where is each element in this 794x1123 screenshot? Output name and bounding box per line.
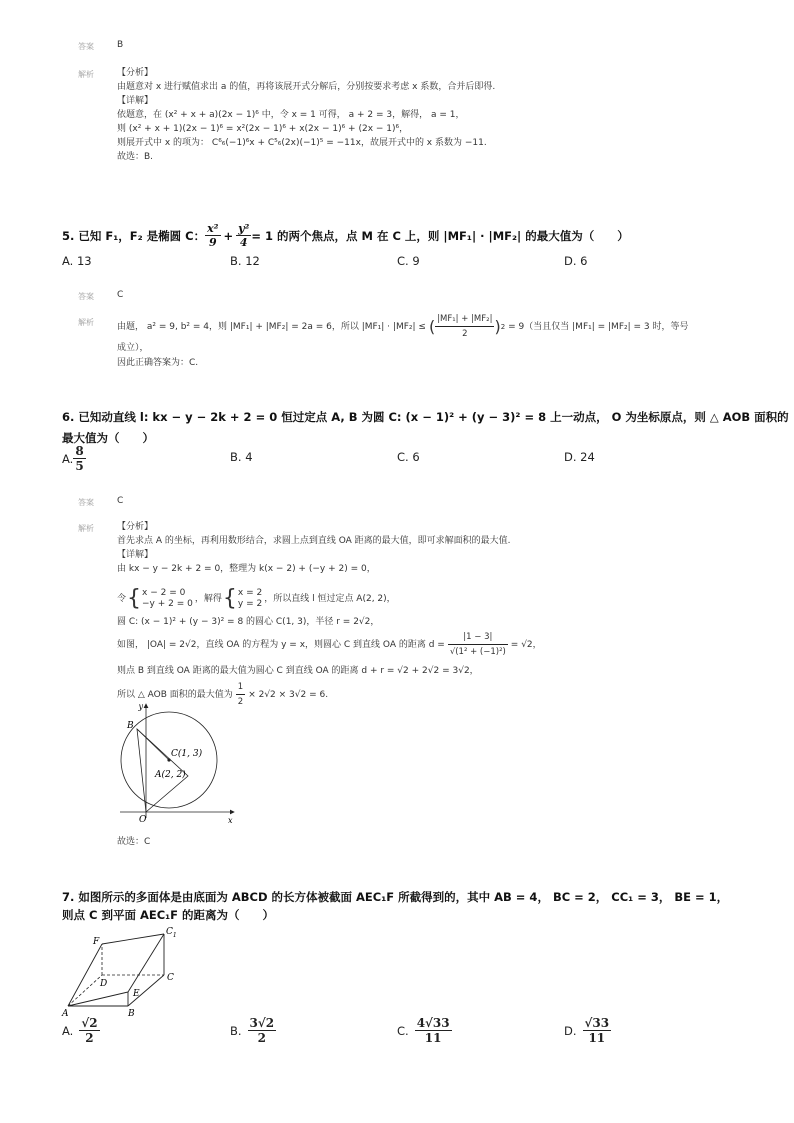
polyhedron-figure [60, 922, 190, 1020]
edge-af [68, 944, 102, 1006]
analysis-line: 【分析】 [117, 522, 154, 532]
point-c1-label: $C_1$ [166, 927, 177, 939]
question-6-stem-line1: 6. 已知动直线 l: kx − y − 2k + 2 = 0 恒过定点 A, B 为圆 C: (x − 1)² + (y − 3)² = 8 上一动点， O 为坐标原点，则 △ AOB 面积的 [62, 410, 789, 424]
edge-ad-hidden [68, 975, 102, 1006]
edge-ae [68, 992, 128, 1006]
q6-circle-line: 圆 C: (x − 1)² + (y − 3)² = 8 的圆心 C(1, 3)，半径 r = 2√2， [117, 617, 380, 627]
point-b-label: B [127, 721, 134, 731]
analysis-line: 由题意对 x 进行赋值求出 a 的值，再将该展开式分解后，分别按要求考虑 x 系数，合并后即得. [117, 82, 496, 92]
point-c-label: C(1, 3) [171, 749, 203, 759]
analysis-line: 由 kx − y − 2k + 2 = 0，整理为 k(x − 2) + (−y + 2) = 0， [117, 564, 376, 574]
q5-stem-b: = 1 的两个焦点，点 M 在 C 上，则 |MF₁| · |MF₂| 的最大值为（ ） [251, 228, 629, 243]
q6-analysis-block [117, 520, 511, 576]
circle-triangle-figure [110, 700, 240, 830]
q6-distance-line: 如图， |OA| = 2√2，直线 OA 的方程为 y = x，则圆心 C 到直线 OA 的距离 d = $\frac{|1 - 3|}{\text{√(1² + (−1)²)}}$ = √2， [117, 632, 542, 657]
q5-stem-a: 5. 已知 F₁，F₂ 是椭圆 C： [62, 228, 206, 243]
analysis-line: 【详解】 [117, 550, 154, 560]
answer-value: C [117, 290, 124, 300]
q5-analysis-line3: 因此正确答案为：C. [117, 358, 199, 368]
y-label: y [138, 702, 143, 711]
answer-tag: 答案 [78, 498, 94, 507]
question-7-stem-line2: 则点 C 到平面 AEC₁F 的距离为（ ） [62, 908, 275, 922]
question-7-stem-line1: 7. 如图所示的多面体是由底面为 ABCD 的长方体被截面 AEC₁F 所截得到的，其中 AB = 4， BC = 2， CC₁ = 3， BE = 1， [62, 890, 729, 904]
edge-ec1 [128, 934, 164, 992]
answer-tag: 答案 [78, 292, 94, 301]
question-6-stem-line2: 最大值为（ ） [62, 431, 154, 445]
q6-option-d[interactable]: D. 24 [564, 450, 595, 464]
analysis-line: 依题意，在 (x² + x + a)(2x − 1)⁶ 中，令 x = 1 可得， a + 2 = 3，解得， a = 1， [117, 110, 465, 120]
q5-option-c[interactable]: C. 9 [397, 254, 420, 268]
analysis-line: 【详解】 [117, 96, 154, 106]
q6-system-line: 令 { x − 2 = 0 −y + 2 = 0 ，解得 { x = 2 y = 2 ，所以直线 l 恒过定点 A(2, 2)， [117, 586, 396, 611]
q6-final-line: 故选：C [117, 837, 151, 847]
q7-option-a[interactable]: A. $\frac{√2}{2}$ [62, 1016, 98, 1045]
q6-option-a[interactable]: A. $\frac{8}{5}$ [62, 444, 84, 473]
q6-max-line: 则点 B 到直线 OA 距离的最大值为圆心 C 到直线 OA 的距离 d + r = √2 + 2√2 = 3√2， [117, 666, 479, 676]
analysis-block [117, 66, 495, 164]
answer-value: C [117, 496, 124, 506]
q6-option-b[interactable]: B. 4 [230, 450, 253, 464]
answer-tag: 答案 [78, 42, 94, 51]
analysis-line: 故选：B. [117, 152, 154, 162]
q7-option-c[interactable]: C. $\frac{4√33}{11}$ [397, 1016, 450, 1045]
question-5-stem: 5. 已知 F₁，F₂ 是椭圆 C： $\frac{\text{x²}}{9}$ + $\frac{\text{y²}}{4}$ = 1 的两个焦点，点 M 在 C 上，则 |MF₁| · |MF₂| 的最大值为（ ） [62, 222, 629, 249]
answer-value: B [117, 40, 124, 50]
q6-option-c[interactable]: C. 6 [397, 450, 420, 464]
point-e-label: E [133, 989, 140, 999]
point-d-label: D [100, 979, 108, 989]
analysis-tag: 解析 [78, 318, 94, 327]
q5-option-a[interactable]: A. 13 [62, 254, 92, 268]
analysis-line: 【分析】 [117, 68, 154, 78]
point-a-label: A [62, 1009, 69, 1019]
point-a-label: A(2, 2) [155, 770, 186, 780]
analysis-line: 则展开式中 x 的项为： C⁶₆(−1)⁶x + C⁵₆(2x)(−1)⁵ = −11x，故展开式中的 x 系数为 −11. [117, 138, 487, 148]
q5-analysis-line1: 由题， a² = 9, b² = 4，则 |MF₁| + |MF₂| = 2a = 6，所以 |MF₁| · |MF₂| ≤ ( $\frac{\text{|MF₁| + |MF₂|}}{2}$ ) 2 = 9（当且仅当 |MF₁| = |MF₂| = 3 时，等号 [117, 314, 689, 339]
analysis-line: 首先求点 A 的坐标，再利用数形结合，求圆上点到直线 OA 距离的最大值，即可求解面积的最大值. [117, 536, 511, 546]
q7-option-b[interactable]: B. $\frac{3√2}{2}$ [230, 1016, 275, 1045]
origin-label: O [139, 815, 147, 825]
q5-frac-y: $\frac{\text{y²}}{4}$ [238, 222, 250, 249]
q6-area-line: 所以 △ AOB 面积的最大值为 $\frac{1}{2}$ × 2√2 × 3√2 = 6. [117, 682, 329, 707]
q7-option-d[interactable]: D. $\frac{√33}{11}$ [564, 1016, 610, 1045]
q5-option-d[interactable]: D. 6 [564, 254, 588, 268]
analysis-tag: 解析 [78, 524, 94, 533]
point-c-label: C [167, 973, 174, 983]
analysis-line: 则 (x² + x + 1)(2x − 1)⁶ = x²(2x − 1)⁶ + x(2x − 1)⁶ + (2x − 1)⁶， [117, 124, 409, 134]
q5-option-b[interactable]: B. 12 [230, 254, 260, 268]
point-b-label: B [128, 1009, 135, 1019]
segment-bc [137, 729, 169, 760]
edge-fc1 [102, 934, 164, 944]
analysis-tag: 解析 [78, 70, 94, 79]
q5-frac-x: $\frac{\text{x²}}{9}$ [207, 222, 219, 249]
point-f-label: F [93, 937, 100, 947]
x-label: x [228, 816, 233, 825]
q5-analysis-line2: 成立）， [117, 343, 149, 353]
